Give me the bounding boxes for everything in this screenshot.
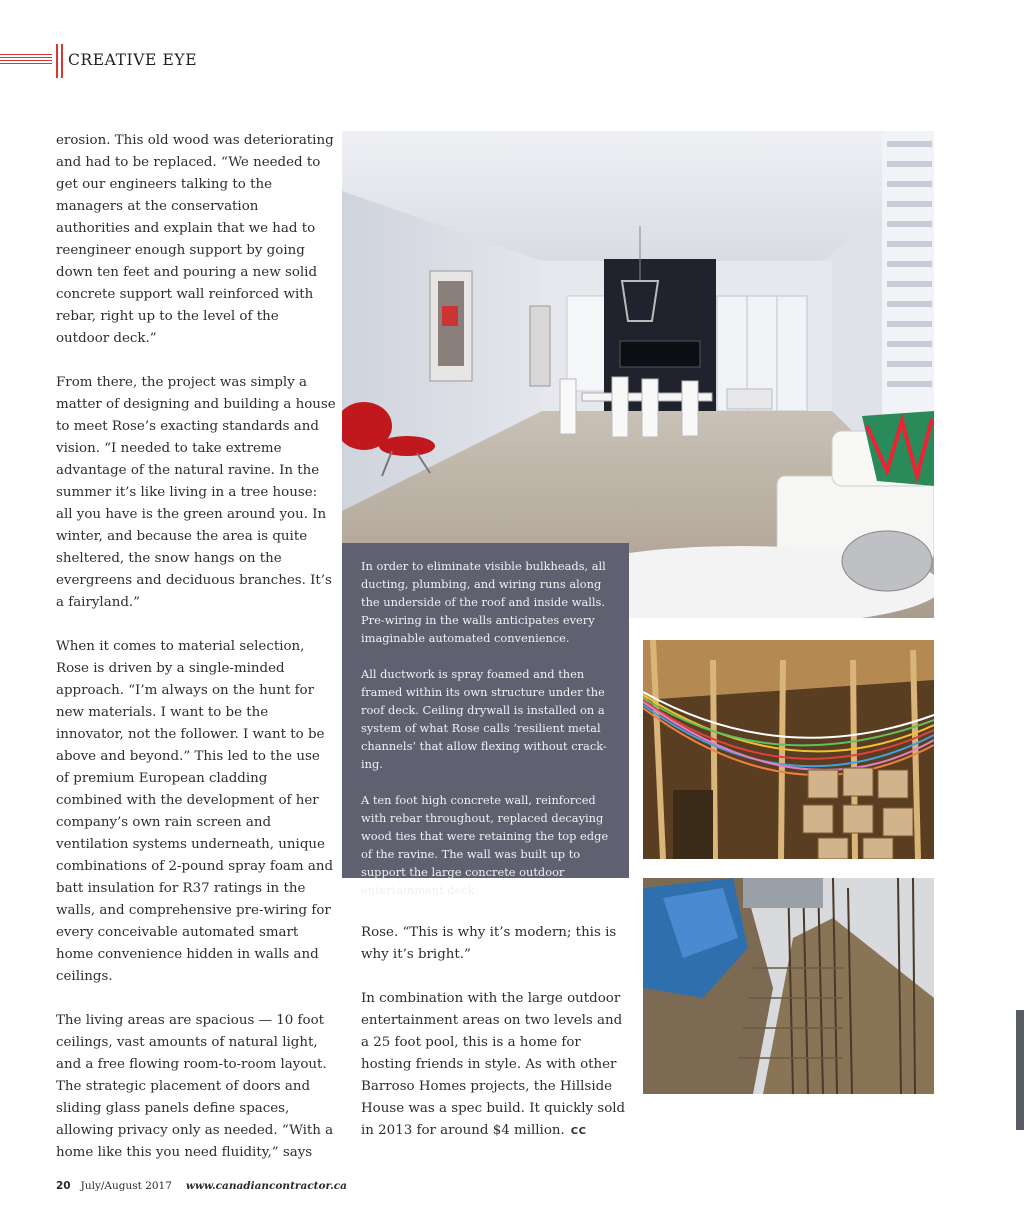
caption-text: All ductwork is spray foamed and then framed within its own structure under the roof deck. Ceiling drywall is installed on a system of what Rose calls ‘resilient metal channels’ that allow flexing without crack-ing. <box>361 667 607 771</box>
section-title: CREATIVE EYE <box>68 51 198 69</box>
rebar-concrete-wall-photo <box>643 878 934 1094</box>
caption-text: In order to eliminate visible bulkheads, all ducting, plumbing, and wiring runs along the underside of the roof and inside walls. Pre-wiring in the walls anticipates every imaginable automated convenience. <box>361 559 606 645</box>
header-rule <box>0 57 52 58</box>
end-mark: CC <box>570 1126 587 1137</box>
paragraph: Rose. “This is why it’s modern; this is why it’s bright.” <box>361 925 617 962</box>
header-rule <box>0 54 52 55</box>
ceiling-wiring-photo <box>643 640 934 859</box>
header-rule <box>0 63 52 64</box>
paragraph-text: In combination with the large outdoor entertainment areas on two levels and a 25 foot pool, this is a home for hosting friends in style. As with other Barroso Homes projects, the Hillside House was a spec build. It quickly sold in 2013 for around $4 million. <box>361 991 626 1138</box>
header-bar <box>61 44 63 78</box>
article-column-2 <box>361 922 631 1143</box>
paragraph: From there, the project was simply a matter of designing and building a house to meet Rose’s exacting standards and vision. “I needed to take extreme advantage of the natural ravine. In the summer it’s like living in a tree house: all you have is the green around you. In winter, and because the area is quite sheltered, the snow hangs on the evergreens and deciduous branches. It’s a fairyland.” <box>56 375 336 610</box>
header-bar <box>56 44 58 78</box>
issue-date: July/August 2017 <box>80 1180 172 1192</box>
photo-caption-box <box>342 543 629 897</box>
page-edge-tab <box>1016 1010 1024 1130</box>
section-header <box>0 44 260 78</box>
paragraph <box>361 988 631 1143</box>
paragraph: When it comes to material selection, Rose is driven by a single-minded approach. “I’m always on the hunt for new materials. I want to be the innovator, not the follower. I want to be above and beyond.” This led to the use of premium European cladding combined with the development of her company’s own rain screen and ventilation systems underneath, unique combinations of 2-pound spray foam and batt insulation for R37 ratings in the walls, and comprehensive pre-wiring for every conceivable automated smart home convenience hidden in walls and ceilings. <box>56 639 334 984</box>
page-number: 20 <box>56 1180 71 1192</box>
paragraph: The living areas are spacious — 10 foot ceilings, vast amounts of natural light, and a free flowing room-to-room layout. The strategic placement of doors and sliding glass panels define spaces, allowing privacy only as needed. “With a home like this you need fluidity,” says <box>56 1013 334 1160</box>
page-footer <box>56 1180 347 1192</box>
caption-text: A ten foot high concrete wall, reinforced with rebar throughout, replaced decaying wood ties that were retaining the top edge of the ravine. The wall was built up to support the large concrete outdoor entertainment deck. <box>361 793 609 897</box>
website-link[interactable]: www.canadiancontractor.ca <box>185 1180 347 1192</box>
article-column-1 <box>56 130 336 1164</box>
paragraph: erosion. This old wood was deteriorating and had to be replaced. “We needed to get our engineers talking to the managers at the conservation authorities and explain that we had to reengineer enough support by going down ten feet and pouring a new solid concrete support wall reinforced with rebar, right up to the level of the outdoor deck.” <box>56 133 334 346</box>
header-rule <box>0 60 52 61</box>
